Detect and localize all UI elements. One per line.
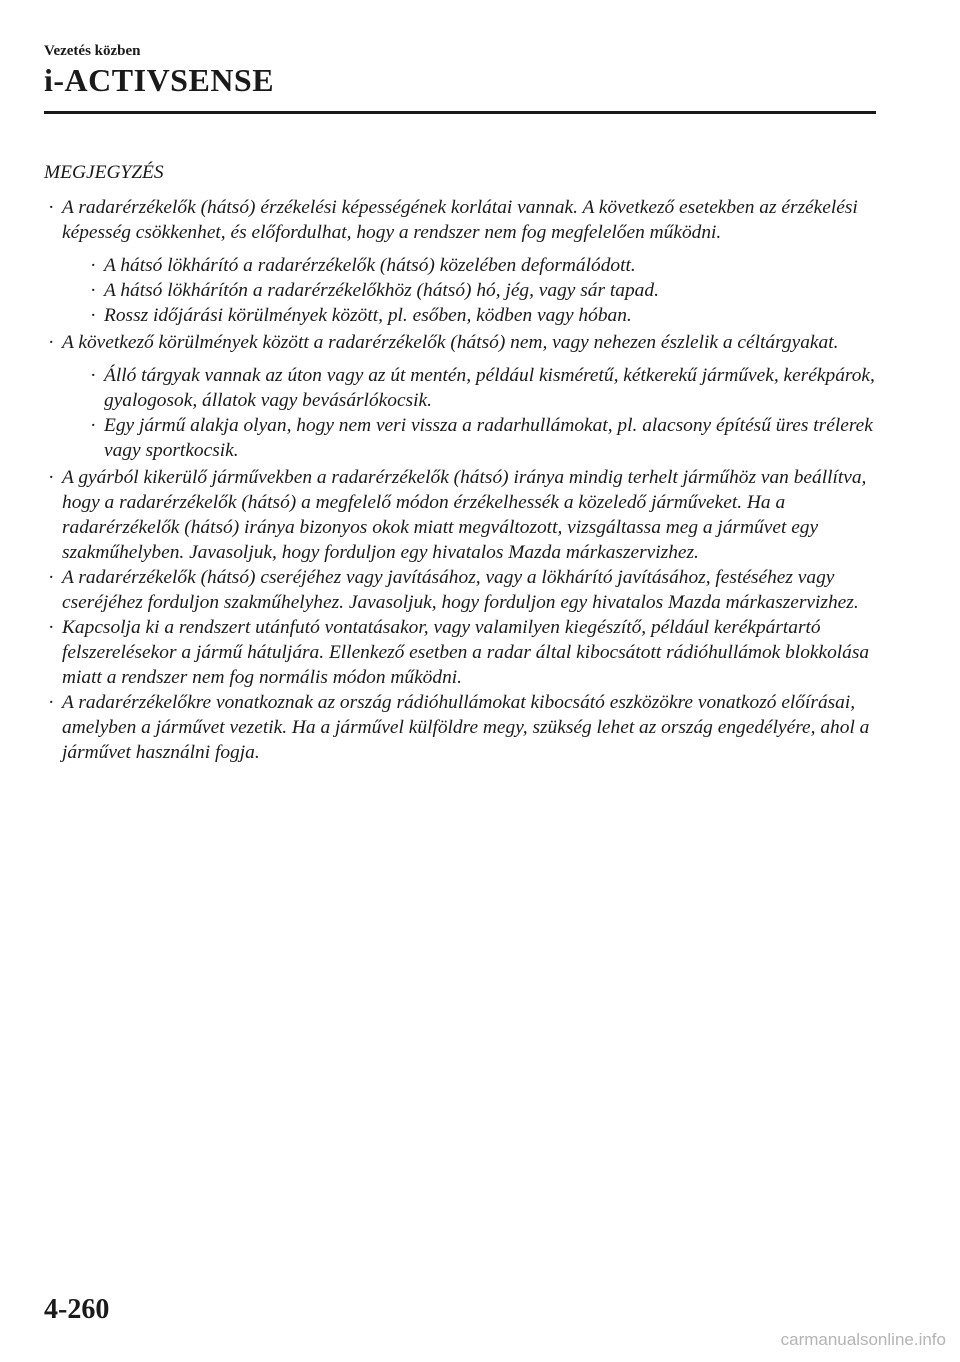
- watermark: carmanualsonline.info: [780, 1330, 946, 1349]
- sub-text: Álló tárgyak vannak az úton vagy az út mentén, például kisméretű, kétkerekű járművek, kerékpárok, gyalogosok, állatok vagy bevásárlókocsik.: [104, 365, 875, 411]
- note-item: [44, 330, 876, 463]
- page-header: [44, 42, 876, 98]
- sub-list: [62, 253, 876, 328]
- bullet-icon: ·: [48, 567, 55, 588]
- note-title: MEGJEGYZÉS: [44, 162, 164, 183]
- sub-item: [86, 278, 876, 303]
- bullet-icon: ·: [48, 467, 55, 488]
- bullet-icon: ·: [48, 197, 55, 218]
- note-item: [44, 195, 876, 328]
- bullet-icon: ·: [90, 365, 97, 386]
- note-list: [44, 195, 876, 765]
- note-text: A gyárból kikerülő járművekben a radarérzékelők (hátsó) iránya mindig terhelt járműhöz van beállítva, hogy a radarérzékelők (hátsó) a megfelelő módon érzékelhessék a közeledő járműveket. Ha a radarérzékelők (hátsó) iránya bizonyos okok miatt megváltozott, vizsgáltassa meg a járművet egy szakműhelyben. Javasoljuk, hogy forduljon egy hivatalos Mazda márkaszervizhez.: [62, 467, 867, 563]
- note-text: A radarérzékelők (hátsó) cseréjéhez vagy javításához, vagy a lökhárító javításához, festéséhez vagy cseréjéhez forduljon szakműhelyhez. Javasoljuk, hogy forduljon egy hivatalos Mazda márkaszervizhez.: [62, 567, 859, 613]
- note-item: [44, 465, 876, 565]
- note-text: A következő körülmények között a radarérzékelők (hátsó) nem, vagy nehezen észlelik a céltárgyakat.: [62, 332, 839, 353]
- note-item: [44, 615, 876, 690]
- sub-list: [62, 363, 876, 463]
- sub-text: Rossz időjárási körülmények között, pl. esőben, ködben vagy hóban.: [104, 305, 632, 326]
- note-item: [44, 565, 876, 615]
- note-text: A radarérzékelők (hátsó) érzékelési képességének korlátai vannak. A következő esetekben az érzékelési képesség csökkenhet, és előfordulhat, hogy a rendszer nem fog megfelelően működni.: [62, 197, 858, 243]
- bullet-icon: ·: [48, 617, 55, 638]
- bullet-icon: ·: [48, 692, 55, 713]
- bullet-icon: ·: [90, 415, 97, 436]
- sub-item: [86, 363, 876, 413]
- bullet-icon: ·: [90, 280, 97, 301]
- sub-text: A hátsó lökhárítón a radarérzékelőkhöz (hátsó) hó, jég, vagy sár tapad.: [104, 280, 659, 301]
- bullet-icon: ·: [90, 305, 97, 326]
- sub-item: [86, 413, 876, 463]
- note-text: A radarérzékelőkre vonatkoznak az ország rádióhullámokat kibocsátó eszközökre vonatkozó előírásai, amelyben a járművet vezetik. Ha a járművel külföldre megy, szükség lehet az ország engedélyére, ahol a járművet használni fogja.: [62, 692, 870, 763]
- header-divider: [44, 111, 876, 114]
- note-item: [44, 690, 876, 765]
- sub-text: Egy jármű alakja olyan, hogy nem veri vissza a radarhullámokat, pl. alacsony építésű üres trélerek vagy sportkocsik.: [104, 415, 873, 461]
- bullet-icon: ·: [90, 255, 97, 276]
- note-box: [44, 160, 876, 765]
- section-title: Vezetés közben: [44, 43, 141, 59]
- chapter-title: i-ACTIVSENSE: [44, 62, 275, 98]
- bullet-icon: ·: [48, 332, 55, 353]
- sub-item: [86, 303, 876, 328]
- sub-item: [86, 253, 876, 278]
- note-text: Kapcsolja ki a rendszert utánfutó vontatásakor, vagy valamilyen kiegészítő, például kerékpártartó felszerelésekor a jármű hátuljára. Ellenkező esetben a radar által kibocsátott rádióhullámok blokkolása miatt a rendszer nem fog normális módon működni.: [62, 617, 870, 688]
- sub-text: A hátsó lökhárító a radarérzékelők (hátsó) közelében deformálódott.: [104, 255, 636, 276]
- page-number: 4-260: [44, 1294, 110, 1325]
